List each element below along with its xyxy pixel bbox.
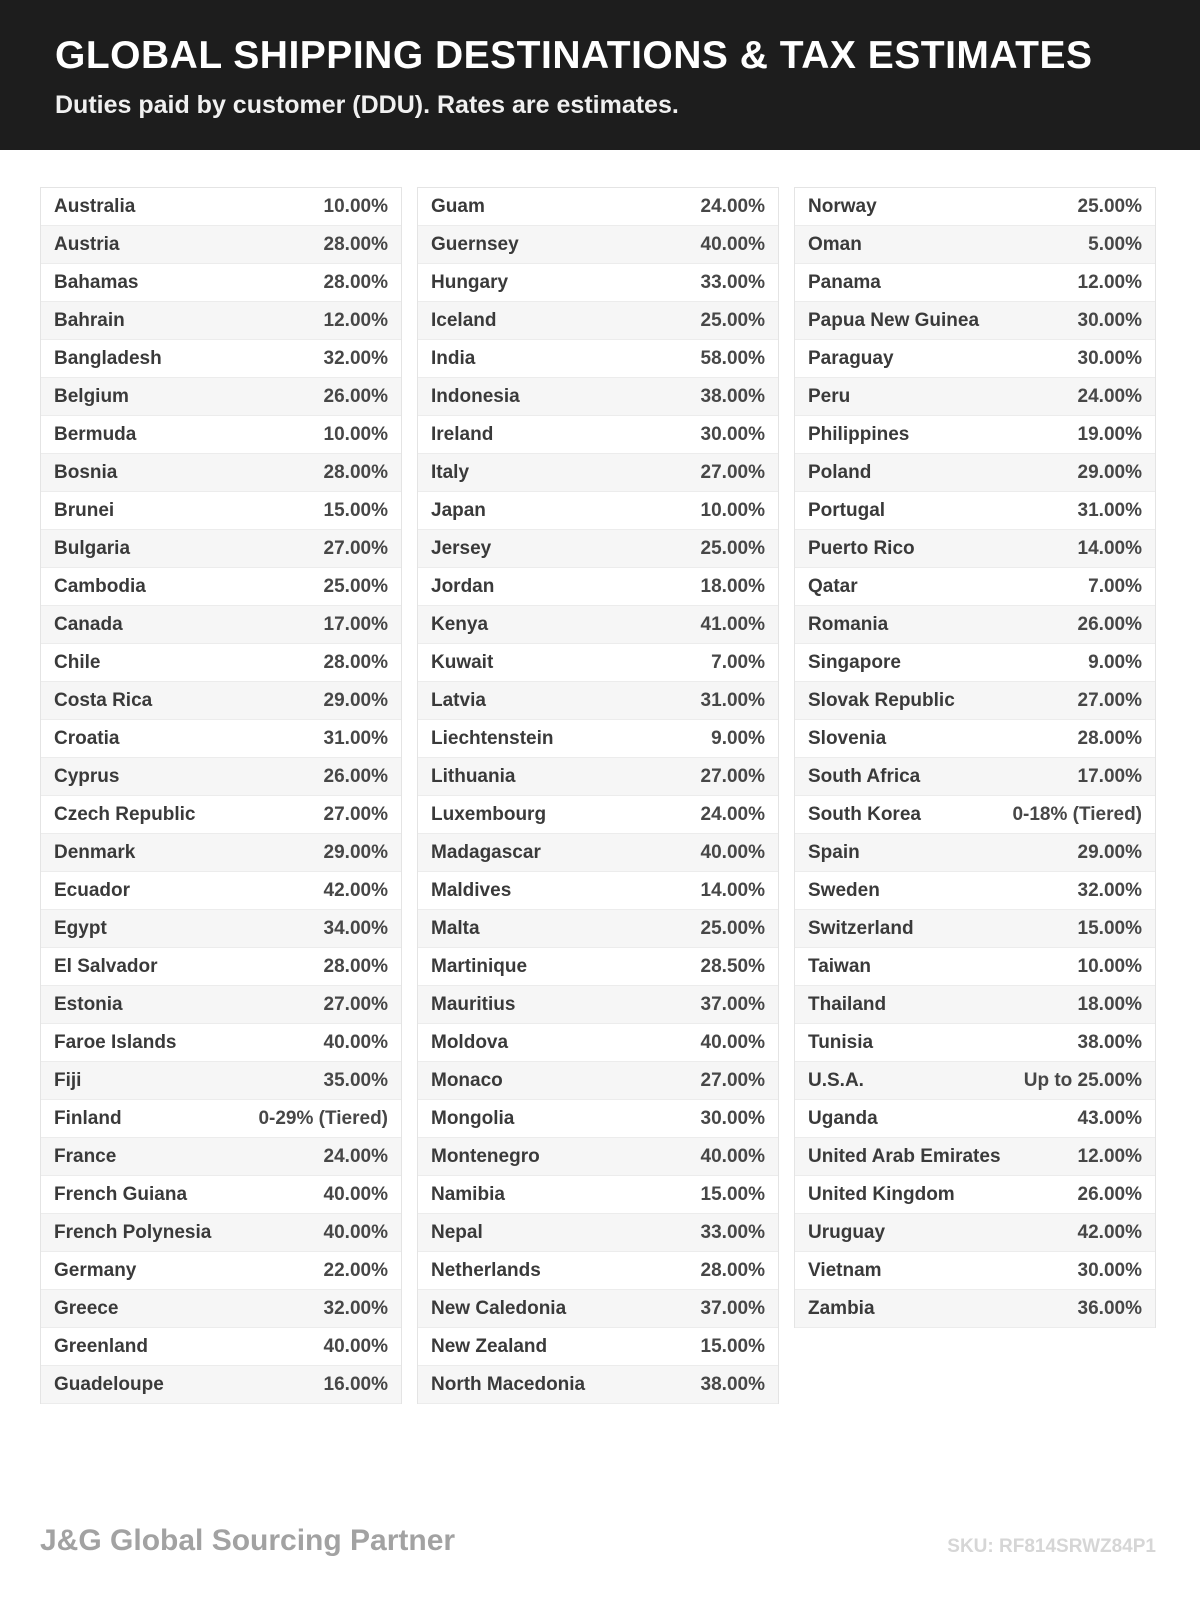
rate-row: [795, 492, 1155, 530]
country-name: Monaco: [431, 1070, 503, 1091]
tax-rate: 40.00%: [323, 1336, 388, 1357]
tax-rate: 31.00%: [700, 690, 765, 711]
tax-rate: 32.00%: [323, 348, 388, 369]
rate-row: [418, 834, 778, 872]
country-name: Netherlands: [431, 1260, 541, 1281]
rate-row: [795, 834, 1155, 872]
country-name: Switzerland: [808, 918, 914, 939]
rate-row: [418, 1138, 778, 1176]
tax-rate: 29.00%: [323, 690, 388, 711]
country-name: Papua New Guinea: [808, 310, 980, 331]
rate-row: [795, 530, 1155, 568]
tax-rate: 12.00%: [1077, 1146, 1142, 1167]
rate-row: [418, 568, 778, 606]
tax-rate: 24.00%: [323, 1146, 388, 1167]
tax-rate: 31.00%: [1077, 500, 1142, 521]
rate-row: [41, 1024, 401, 1062]
rate-row: [41, 188, 401, 226]
country-name: Guadeloupe: [54, 1374, 164, 1395]
country-name: Martinique: [431, 956, 528, 977]
tax-rate: 30.00%: [700, 424, 765, 445]
tax-rate: 10.00%: [323, 424, 388, 445]
country-name: Costa Rica: [54, 690, 153, 711]
tax-rate: 33.00%: [700, 272, 765, 293]
page-title: GLOBAL SHIPPING DESTINATIONS & TAX ESTIMATES: [55, 34, 1093, 77]
tax-rate: 40.00%: [323, 1222, 388, 1243]
country-name: India: [431, 348, 476, 369]
country-name: Bahamas: [54, 272, 139, 293]
country-name: Luxembourg: [431, 804, 547, 825]
tax-rate: 28.00%: [323, 652, 388, 673]
country-name: Jersey: [431, 538, 492, 559]
country-name: Uruguay: [808, 1222, 886, 1243]
tax-rate: 10.00%: [323, 196, 388, 217]
country-name: Guernsey: [431, 234, 519, 255]
country-name: Peru: [808, 386, 851, 407]
rate-row: [795, 340, 1155, 378]
country-name: Denmark: [54, 842, 136, 863]
rate-row: [795, 1062, 1155, 1100]
country-name: South Africa: [808, 766, 921, 787]
country-name: New Zealand: [431, 1336, 548, 1357]
rate-row: [795, 1252, 1155, 1290]
tax-rate: 27.00%: [700, 1070, 765, 1091]
tax-rate: 36.00%: [1077, 1298, 1142, 1319]
tax-rate: 40.00%: [700, 1146, 765, 1167]
country-name: Qatar: [808, 576, 858, 597]
country-name: Moldova: [431, 1032, 509, 1053]
tax-rate: 0-29% (Tiered): [258, 1108, 388, 1129]
sku-label: SKU: RF814SRWZ84P1: [947, 1536, 1156, 1557]
rates-column-1: [40, 187, 402, 1404]
tax-rate: 28.50%: [700, 956, 765, 977]
country-name: Latvia: [431, 690, 486, 711]
country-name: Czech Republic: [54, 804, 196, 825]
tax-rate: 15.00%: [700, 1184, 765, 1205]
tax-rate: 42.00%: [1077, 1222, 1142, 1243]
rate-row: [418, 1328, 778, 1366]
tax-rate: 25.00%: [700, 918, 765, 939]
country-name: Austria: [54, 234, 120, 255]
footer: [40, 1524, 1156, 1558]
tax-rate: 38.00%: [1077, 1032, 1142, 1053]
rate-row: [418, 1252, 778, 1290]
tax-rate: 38.00%: [700, 386, 765, 407]
rate-row: [41, 568, 401, 606]
country-name: Italy: [431, 462, 470, 483]
country-name: Montenegro: [431, 1146, 540, 1167]
tax-rate: 38.00%: [700, 1374, 765, 1395]
rate-row: [418, 492, 778, 530]
rate-row: [418, 872, 778, 910]
country-name: North Macedonia: [431, 1374, 586, 1395]
country-name: Mongolia: [431, 1108, 515, 1129]
country-name: Greece: [54, 1298, 119, 1319]
rate-row: [41, 416, 401, 454]
country-name: Chile: [54, 652, 101, 673]
country-name: Slovenia: [808, 728, 887, 749]
rate-row: [418, 758, 778, 796]
rate-row: [418, 226, 778, 264]
rate-row: [41, 1328, 401, 1366]
tax-rate: 40.00%: [700, 234, 765, 255]
rate-row: [795, 454, 1155, 492]
rate-row: [41, 1366, 401, 1404]
rate-row: [418, 1024, 778, 1062]
country-name: Australia: [54, 196, 136, 217]
tax-rate: 9.00%: [711, 728, 765, 749]
tax-rate: 41.00%: [700, 614, 765, 635]
tax-rate: 18.00%: [1077, 994, 1142, 1015]
rate-row: [41, 378, 401, 416]
tax-rate: 24.00%: [1077, 386, 1142, 407]
rate-row: [795, 1024, 1155, 1062]
tax-rate: 27.00%: [323, 804, 388, 825]
country-name: Namibia: [431, 1184, 505, 1205]
rate-row: [41, 986, 401, 1024]
tax-rate: 10.00%: [700, 500, 765, 521]
country-name: Sweden: [808, 880, 880, 901]
country-name: Croatia: [54, 728, 120, 749]
rate-row: [41, 302, 401, 340]
country-name: Philippines: [808, 424, 910, 445]
country-name: Greenland: [54, 1336, 148, 1357]
tax-rate: 37.00%: [700, 994, 765, 1015]
tax-rate: 40.00%: [323, 1032, 388, 1053]
country-name: Iceland: [431, 310, 497, 331]
rate-row: [41, 1290, 401, 1328]
country-name: Canada: [54, 614, 123, 635]
rate-row: [41, 796, 401, 834]
tax-rate: 40.00%: [323, 1184, 388, 1205]
rate-row: [41, 264, 401, 302]
rate-row: [795, 910, 1155, 948]
country-name: Faroe Islands: [54, 1032, 177, 1053]
tax-rate: 29.00%: [323, 842, 388, 863]
country-name: Ireland: [431, 424, 494, 445]
rate-row: [41, 872, 401, 910]
country-name: Paraguay: [808, 348, 894, 369]
rate-row: [418, 454, 778, 492]
rate-row: [418, 606, 778, 644]
country-name: Guam: [431, 196, 485, 217]
country-name: Slovak Republic: [808, 690, 955, 711]
tax-rate: 28.00%: [323, 956, 388, 977]
country-name: Uganda: [808, 1108, 878, 1129]
rate-row: [795, 378, 1155, 416]
tax-rate: 28.00%: [700, 1260, 765, 1281]
country-name: Romania: [808, 614, 889, 635]
rate-row: [418, 986, 778, 1024]
rate-row: [41, 1252, 401, 1290]
country-name: Bangladesh: [54, 348, 162, 369]
rate-row: [41, 340, 401, 378]
country-name: Panama: [808, 272, 881, 293]
rate-row: [418, 682, 778, 720]
tax-rate: 43.00%: [1077, 1108, 1142, 1129]
tax-rate: 26.00%: [323, 386, 388, 407]
rate-row: [41, 1214, 401, 1252]
tax-rate: 29.00%: [1077, 842, 1142, 863]
tax-rate: 9.00%: [1088, 652, 1142, 673]
country-name: Liechtenstein: [431, 728, 554, 749]
country-name: Taiwan: [808, 956, 871, 977]
country-name: United Arab Emirates: [808, 1146, 1001, 1167]
rate-row: [418, 1214, 778, 1252]
tax-rate: 42.00%: [323, 880, 388, 901]
country-name: Maldives: [431, 880, 512, 901]
tax-rate: 31.00%: [323, 728, 388, 749]
tax-rate: 18.00%: [700, 576, 765, 597]
tax-rate: 14.00%: [1077, 538, 1142, 559]
country-name: Norway: [808, 196, 877, 217]
tax-rate: 58.00%: [700, 348, 765, 369]
rate-row: [795, 644, 1155, 682]
tax-rate: 26.00%: [323, 766, 388, 787]
rate-row: [795, 302, 1155, 340]
tax-rate: 12.00%: [323, 310, 388, 331]
country-name: Indonesia: [431, 386, 520, 407]
country-name: Thailand: [808, 994, 887, 1015]
country-name: Portugal: [808, 500, 886, 521]
rate-row: [795, 1138, 1155, 1176]
country-name: U.S.A.: [808, 1070, 864, 1091]
rate-row: [41, 720, 401, 758]
tax-rate: 32.00%: [1077, 880, 1142, 901]
rate-row: [41, 1062, 401, 1100]
country-name: Egypt: [54, 918, 107, 939]
tax-rate: 34.00%: [323, 918, 388, 939]
tax-rate: 30.00%: [700, 1108, 765, 1129]
tax-rate: 25.00%: [700, 310, 765, 331]
rate-row: [795, 872, 1155, 910]
country-name: Poland: [808, 462, 872, 483]
rate-row: [795, 758, 1155, 796]
tax-rate: 25.00%: [1077, 196, 1142, 217]
rate-row: [795, 568, 1155, 606]
tax-rate: 19.00%: [1077, 424, 1142, 445]
rate-row: [795, 1176, 1155, 1214]
rate-row: [41, 758, 401, 796]
tax-rate: 24.00%: [700, 804, 765, 825]
rates-column-3: [794, 187, 1156, 1328]
rate-row: [795, 264, 1155, 302]
country-name: Madagascar: [431, 842, 541, 863]
header-banner: [0, 0, 1200, 150]
country-name: Oman: [808, 234, 862, 255]
rate-row: [41, 948, 401, 986]
country-name: Bermuda: [54, 424, 137, 445]
tax-rate: 7.00%: [711, 652, 765, 673]
rate-row: [795, 416, 1155, 454]
country-name: El Salvador: [54, 956, 158, 977]
country-name: Ecuador: [54, 880, 131, 901]
country-name: Puerto Rico: [808, 538, 915, 559]
brand-name: J&G Global Sourcing Partner: [40, 1524, 456, 1557]
country-name: Nepal: [431, 1222, 483, 1243]
country-name: Kenya: [431, 614, 489, 635]
tax-rate: Up to 25.00%: [1023, 1070, 1142, 1091]
rate-row: [41, 1176, 401, 1214]
rate-row: [41, 492, 401, 530]
rate-row: [41, 910, 401, 948]
rates-table: [0, 187, 1200, 1404]
country-name: Bosnia: [54, 462, 118, 483]
tax-rate: 26.00%: [1077, 614, 1142, 635]
rate-row: [795, 188, 1155, 226]
tax-rate: 7.00%: [1088, 576, 1142, 597]
country-name: Tunisia: [808, 1032, 874, 1053]
country-name: Finland: [54, 1108, 122, 1129]
tax-rate: 27.00%: [323, 994, 388, 1015]
tax-rate: 12.00%: [1077, 272, 1142, 293]
tax-rate: 27.00%: [1077, 690, 1142, 711]
tax-rate: 30.00%: [1077, 1260, 1142, 1281]
rate-row: [418, 378, 778, 416]
tax-rate: 26.00%: [1077, 1184, 1142, 1205]
rate-row: [41, 530, 401, 568]
rate-row: [418, 720, 778, 758]
tax-rate: 40.00%: [700, 1032, 765, 1053]
rate-row: [795, 720, 1155, 758]
tax-rate: 37.00%: [700, 1298, 765, 1319]
rate-row: [418, 1062, 778, 1100]
country-name: Belgium: [54, 386, 129, 407]
rate-row: [418, 302, 778, 340]
tax-rate: 27.00%: [323, 538, 388, 559]
country-name: Germany: [54, 1260, 137, 1281]
country-name: Malta: [431, 918, 480, 939]
country-name: Cambodia: [54, 576, 146, 597]
rate-row: [795, 226, 1155, 264]
tax-rate: 33.00%: [700, 1222, 765, 1243]
rate-row: [418, 910, 778, 948]
country-name: French Polynesia: [54, 1222, 212, 1243]
country-name: Zambia: [808, 1298, 875, 1319]
tax-rate: 29.00%: [1077, 462, 1142, 483]
tax-rate: 17.00%: [1077, 766, 1142, 787]
country-name: South Korea: [808, 804, 921, 825]
page-subtitle: Duties paid by customer (DDU). Rates are estimates.: [55, 91, 679, 119]
tax-rate: 32.00%: [323, 1298, 388, 1319]
country-name: Hungary: [431, 272, 509, 293]
country-name: Estonia: [54, 994, 123, 1015]
tax-rate: 22.00%: [323, 1260, 388, 1281]
tax-rate: 16.00%: [323, 1374, 388, 1395]
tax-rate: 40.00%: [700, 842, 765, 863]
rate-row: [41, 644, 401, 682]
country-name: Lithuania: [431, 766, 516, 787]
tax-rate: 15.00%: [323, 500, 388, 521]
rates-column-2: [417, 187, 779, 1404]
rate-row: [418, 948, 778, 986]
rate-row: [795, 948, 1155, 986]
rate-row: [418, 340, 778, 378]
tax-rate: 28.00%: [323, 272, 388, 293]
rate-row: [795, 986, 1155, 1024]
rate-row: [795, 682, 1155, 720]
rate-row: [418, 264, 778, 302]
tax-rate: 17.00%: [323, 614, 388, 635]
rate-row: [418, 416, 778, 454]
tax-rate: 10.00%: [1077, 956, 1142, 977]
tax-rate: 24.00%: [700, 196, 765, 217]
country-name: Kuwait: [431, 652, 494, 673]
country-name: Fiji: [54, 1070, 82, 1091]
country-name: United Kingdom: [808, 1184, 955, 1205]
tax-rate: 15.00%: [1077, 918, 1142, 939]
country-name: Bulgaria: [54, 538, 131, 559]
tax-rate: 28.00%: [323, 234, 388, 255]
country-name: Spain: [808, 842, 860, 863]
tax-rate: 27.00%: [700, 766, 765, 787]
tax-rate: 35.00%: [323, 1070, 388, 1091]
country-name: Jordan: [431, 576, 495, 597]
country-name: Vietnam: [808, 1260, 882, 1281]
country-name: New Caledonia: [431, 1298, 567, 1319]
country-name: Cyprus: [54, 766, 120, 787]
tax-rate: 14.00%: [700, 880, 765, 901]
tax-rate: 25.00%: [700, 538, 765, 559]
rate-row: [41, 682, 401, 720]
tax-rate: 27.00%: [700, 462, 765, 483]
tax-rate: 25.00%: [323, 576, 388, 597]
country-name: Bahrain: [54, 310, 125, 331]
country-name: Mauritius: [431, 994, 516, 1015]
rate-row: [795, 796, 1155, 834]
tax-rate: 0-18% (Tiered): [1012, 804, 1142, 825]
rate-row: [795, 606, 1155, 644]
rate-row: [41, 454, 401, 492]
rate-row: [418, 1176, 778, 1214]
rate-row: [41, 1100, 401, 1138]
rate-row: [41, 1138, 401, 1176]
rate-row: [795, 1214, 1155, 1252]
tax-rate: 30.00%: [1077, 310, 1142, 331]
rate-row: [41, 606, 401, 644]
rate-row: [418, 796, 778, 834]
country-name: French Guiana: [54, 1184, 188, 1205]
rate-row: [795, 1100, 1155, 1138]
rate-row: [418, 1290, 778, 1328]
rate-row: [418, 1366, 778, 1404]
rate-row: [795, 1290, 1155, 1328]
rate-row: [418, 530, 778, 568]
country-name: Japan: [431, 500, 486, 521]
rate-row: [418, 644, 778, 682]
country-name: Brunei: [54, 500, 115, 521]
country-name: Singapore: [808, 652, 901, 673]
tax-rate: 28.00%: [1077, 728, 1142, 749]
tax-rate: 30.00%: [1077, 348, 1142, 369]
rate-row: [418, 1100, 778, 1138]
rate-row: [418, 188, 778, 226]
rate-row: [41, 834, 401, 872]
rate-row: [41, 226, 401, 264]
country-name: France: [54, 1146, 117, 1167]
tax-rate: 15.00%: [700, 1336, 765, 1357]
tax-rate: 5.00%: [1088, 234, 1142, 255]
tax-rate: 28.00%: [323, 462, 388, 483]
